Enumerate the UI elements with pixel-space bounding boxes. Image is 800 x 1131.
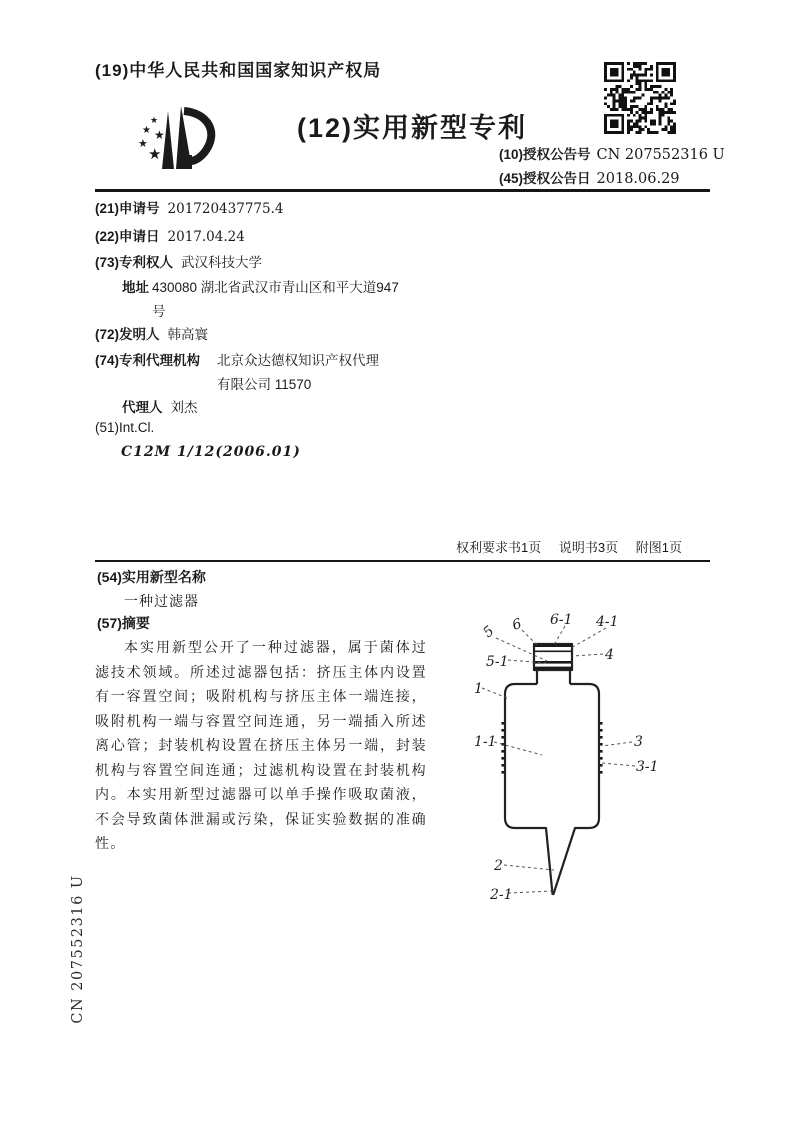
- application-number-row: [95, 197, 283, 217]
- abstract-text: 本实用新型公开了一种过滤器，属于菌体过滤技术领域。所述过滤器包括：挤压主体内设置有一容置空间；吸附机构与挤压主体一端连接，吸附机构一端与容置空间连通，另一端插入所述离心管；封装机构设置在挤压主体另一端，封装机构与容置空间连通；过滤机构设置在封装机构内。本实用新型过滤器可以单手操作吸取菌液，不会导致菌体泄漏或污染，保证实验数据的准确性。: [95, 639, 427, 851]
- header-divider: [95, 189, 710, 192]
- filter-device-outline: [505, 644, 599, 894]
- intcl-value: C12M 1/12(2006.01): [121, 444, 301, 460]
- patentee-value: 武汉科技大学: [181, 255, 263, 270]
- pages-info: [456, 537, 696, 556]
- inventor-value: 韩高寰: [167, 327, 209, 342]
- pub-number-row: [499, 143, 725, 163]
- patent-figure: [450, 600, 690, 900]
- side-publication-number: CN 207552316 U: [70, 874, 86, 1024]
- pub-date-value: 2018.06.29: [596, 171, 680, 187]
- ref-label-1-1: 1-1: [474, 734, 497, 750]
- drawings-pages: 附图1页: [635, 540, 682, 555]
- ref-label-6-1: 6-1: [550, 612, 573, 628]
- ref-label-2: 2: [494, 858, 503, 874]
- sipo-logo-icon: [138, 103, 220, 175]
- agent-value: 刘杰: [170, 400, 198, 415]
- pub-number-value: CN 207552316 U: [596, 147, 725, 163]
- star-icon: ★: [150, 115, 159, 125]
- patentee-label: (73)专利权人: [95, 255, 174, 270]
- ref-label-5-1: 5-1: [486, 654, 509, 670]
- ref-label-5: 5: [480, 623, 498, 642]
- application-number-value: 201720437775.4: [167, 201, 284, 217]
- ref-label-4-1: 4-1: [596, 614, 619, 630]
- address-label: 地址: [122, 280, 149, 295]
- pub-date-row: [499, 167, 680, 187]
- issuing-office-title: (19)中华人民共和国国家知识产权局: [95, 61, 382, 80]
- star-icon: ★: [138, 138, 148, 150]
- patentee-row: [95, 251, 262, 271]
- address-value: 430080 湖北省武汉市青山区和平大道947号: [152, 280, 399, 319]
- description-pages: 说明书3页: [558, 540, 619, 555]
- star-icon: ★: [142, 125, 151, 136]
- application-number-label: (21)申请号: [95, 201, 160, 216]
- application-date-row: [95, 225, 245, 245]
- ref-label-2-1: 2-1: [490, 887, 513, 900]
- agency-label: (74)专利代理机构: [95, 353, 201, 368]
- qr-code: [604, 62, 676, 134]
- utility-model-name-label: (54)实用新型名称: [97, 569, 206, 585]
- document-type-title: (12)实用新型专利: [297, 113, 528, 143]
- ref-label-4: 4: [605, 647, 614, 663]
- application-date-label: (22)申请日: [95, 229, 160, 244]
- inventor-row: [95, 323, 208, 343]
- abstract-label: (57)摘要: [97, 615, 150, 631]
- inventor-label: (72)发明人: [95, 327, 160, 342]
- agent-label: 代理人: [122, 400, 163, 415]
- agency-value: 北京众达德权知识产权代理有限公司 11570: [217, 353, 379, 392]
- ref-label-6: 6: [510, 615, 524, 634]
- pub-number-label: (10)授权公告号: [499, 147, 591, 162]
- agent-row: [122, 396, 198, 416]
- utility-model-title: 一种过滤器: [124, 593, 199, 609]
- application-date-value: 2017.04.24: [167, 229, 245, 245]
- cap-bands: [534, 644, 572, 669]
- ref-label-3-1: 3-1: [636, 759, 659, 775]
- ref-label-3: 3: [634, 734, 643, 750]
- intcl-label: (51)Int.Cl.: [95, 420, 155, 435]
- star-icon: ★: [148, 146, 162, 163]
- ref-label-1: 1: [474, 681, 483, 697]
- pub-date-label: (45)授权公告日: [499, 171, 591, 186]
- claims-pages: 权利要求书1页: [456, 540, 542, 555]
- star-icon: ★: [154, 128, 165, 142]
- body-divider: [95, 560, 710, 562]
